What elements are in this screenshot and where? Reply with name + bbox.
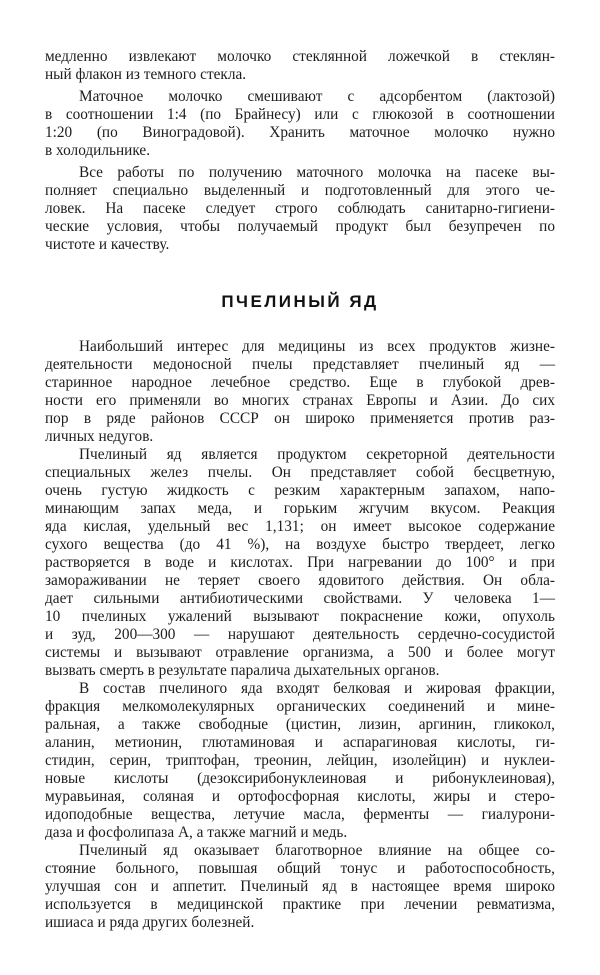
text-line: в холодильнике.	[45, 142, 151, 159]
text-line: чистоте и качеству.	[45, 236, 170, 253]
text-line: ный флакон из темного стекла.	[45, 66, 247, 83]
text-line: В состав пчелиного яда входят белковая и жировая фракции,	[79, 680, 555, 697]
text-line: деятельности медоносной пчелы представляет пчелиный яд —	[45, 356, 555, 373]
text-line: ишиаса и ряда других болезней.	[45, 914, 255, 931]
text-line: и зуд, 200—300 — нарушают деятельность сердечно-сосудистой	[45, 626, 555, 643]
text-line: медленно извлекают молочко стеклянной ложечкой в стеклян-	[45, 48, 555, 65]
text-line: 1:20 (по Виноградовой). Хранить маточное молочко нужно	[45, 124, 555, 141]
paragraph	[45, 164, 555, 254]
text-line: ности его применяли во многих странах Европы и Азии. До сих	[45, 392, 555, 409]
text-line: очень густую жидкость с резким характерным запахом, напо-	[45, 482, 555, 499]
paragraph	[45, 446, 555, 680]
text-line: Пчелиный яд оказывает благотворное влияние на общее со-	[79, 842, 555, 859]
text-line: ческие условия, чтобы получаемый продукт был безупречен по	[45, 218, 555, 235]
text-line: замораживании не теряет своего ядовитого действия. Он обла-	[45, 572, 555, 589]
text-line: вызвать смерть в результате паралича дыхательных органов.	[45, 662, 440, 679]
text-line: муравьиная, соляная и ортофосфорная кислоты, жиры и стеро-	[45, 788, 555, 805]
text-line: сухого вещества (до 41 %), на воздухе быстро твердеет, легко	[45, 536, 555, 553]
text-line: специальных желез пчелы. Он представляет собой бесцветную,	[45, 464, 555, 481]
text-line: даза и фосфолипаза А, а также магний и медь.	[45, 824, 348, 841]
paragraph	[45, 48, 555, 84]
text-line: минающим запах меда, и горьким жгучим вкусом. Реакция	[45, 500, 555, 517]
text-line: фракция мелкомолекулярных органических соединений и мине-	[45, 698, 555, 715]
text-line: Пчелиный яд является продуктом секреторной деятельности	[79, 446, 555, 463]
text-line: аланин, метионин, глютаминовая и аспарагиновая кислоты, ги-	[45, 734, 555, 751]
document-page	[45, 48, 555, 932]
text-line: полняет специально выделенный и подготовленный для этого че-	[45, 182, 555, 199]
text-line: растворяется в воде и кислотах. При нагревании до 100° и при	[45, 554, 555, 571]
text-line: стидин, серин, триптофан, треонин, лейцин, изолейцин) и нуклеи-	[45, 752, 555, 769]
text-line: яда кислая, удельный вес 1,131; он имеет высокое содержание	[45, 518, 555, 535]
text-line: дает сильными антибиотическими свойствами. У человека 1—	[45, 590, 555, 607]
text-line: идоподобные вещества, летучие масла, ферменты — гиалурони-	[45, 806, 555, 823]
text-line: Все работы по получению маточного молочка на пасеке вы-	[79, 164, 555, 181]
section-heading: ПЧЕЛИНЫЙ ЯД	[221, 292, 379, 311]
paragraph	[45, 88, 555, 160]
text-line: улучшая сон и аппетит. Пчелиный яд в настоящее время широко	[45, 878, 555, 895]
text-line: ловек. На пасеке следует строго соблюдать санитарно-гигиени-	[45, 200, 555, 217]
text-line: системы и вызывают отравление организма, а 500 и более могут	[45, 644, 555, 661]
text-line: ральная, а также свободные (цистин, лизин, аргинин, гликокол,	[45, 716, 555, 733]
paragraph	[45, 680, 555, 842]
text-line: Наибольший интерес для медицины из всех продуктов жизне-	[79, 338, 555, 355]
text-line: пор в ряде районов СССР он широко применяется против раз-	[45, 410, 555, 427]
text-line: старинное народное лечебное средство. Еще в глубокой древ-	[45, 374, 555, 391]
paragraph	[45, 842, 555, 932]
text-line: 10 пчелиных ужалений вызывают покраснение кожи, опухоль	[45, 608, 555, 625]
text-line: в соотношении 1:4 (по Брайнесу) или с глюкозой в соотношении	[45, 106, 555, 123]
paragraph	[45, 338, 555, 446]
text-line: используется в медицинской практике при лечении ревматизма,	[45, 896, 555, 913]
text-line: Маточное молочко смешивают с адсорбентом (лактозой)	[79, 88, 555, 105]
text-line: стояние больного, повышая общий тонус и работоспособность,	[45, 860, 555, 877]
text-line: новые кислоты (дезоксирибонуклеиновая и рибонуклеиновая),	[45, 770, 555, 787]
text-line: личных недугов.	[45, 428, 154, 445]
